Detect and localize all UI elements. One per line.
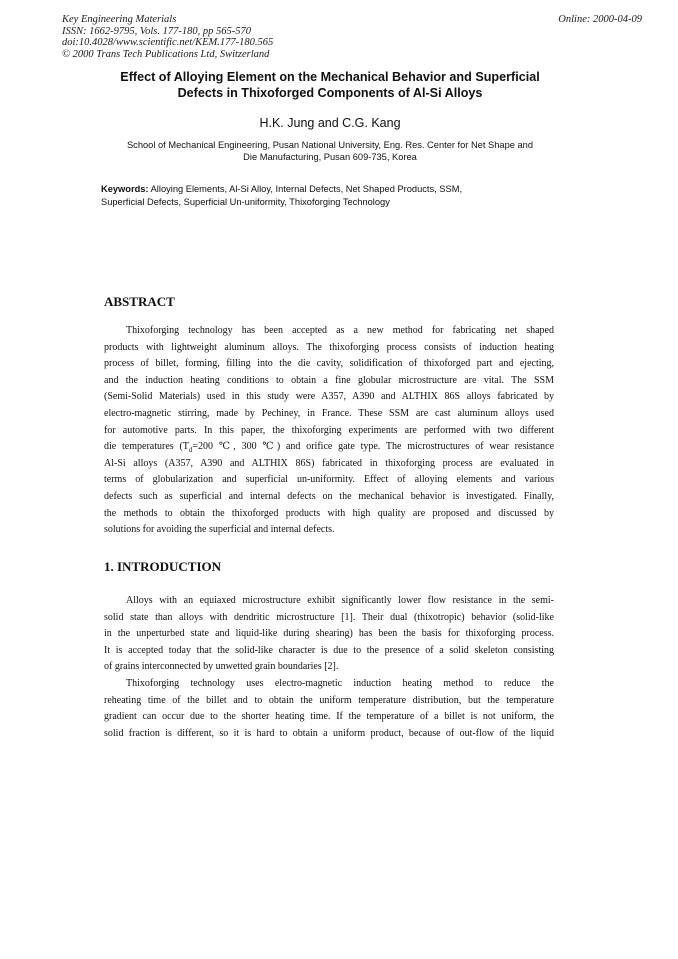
authors: H.K. Jung and C.G. Kang — [259, 116, 401, 130]
keywords-line-1: Alloying Elements, Al-Si Alloy, Internal Defects, Net Shaped Products, SSM, — [150, 184, 463, 194]
abstract-line: for automotive parts. In this paper, the thixoforging experiments are performed with two different — [104, 424, 554, 436]
abstract-line: Thixoforging technology has been accepted as a new method for fabricating net shaped — [126, 325, 554, 336]
abstract-line: terms of globularization and superficial un-uniformity. Effect of alloying elements and various — [104, 474, 554, 486]
intro-line: gradient can occur due to the shorter heating time. If the temperature of a billet is not uniform, the — [104, 711, 554, 723]
temp-text-after: =200 ℃, 300 ℃) and orifice gate type. The microstructures of wear resistance — [192, 441, 554, 453]
keywords-line-2: Superficial Defects, Superficial Un-uniformity, Thixoforging Technology — [101, 196, 390, 207]
keywords — [101, 183, 571, 208]
abstract-line: products with lightweight aluminum alloys. The thixoforging process consists of induction heating — [104, 341, 554, 353]
intro-line: solid fraction is different, so it is hard to obtain a uniform product, because of out-flow of the liquid — [104, 727, 554, 739]
paper-title — [70, 69, 590, 101]
intro-line: in the unperturbed state and liquid-like during shearing) has been the basis for thixoforging process. — [104, 628, 554, 640]
abstract-line: electro-magnetic stirring, made by Pechiney, in France. These SSM are cast aluminum alloys used — [104, 407, 554, 419]
abstract-line: (Semi-Solid Materials) used in this study were A357, A390 and ALTHIX 86S alloys fabricated by — [104, 391, 554, 403]
abstract-line-temperature — [104, 439, 554, 456]
abstract-line: Al-Si alloys (A357, A390 and ALTHIX 86S) fabricated in thixoforging process are evaluated in — [104, 457, 554, 469]
temp-text-before: die temperatures (T — [104, 441, 189, 453]
keywords-label: Keywords: — [101, 184, 149, 194]
abstract-line: process of billet, forming, filling into the die cavity, solidification of thixoforged part and ejecting, — [104, 358, 554, 370]
title-line-1: Effect of Alloying Element on the Mechanical Behavior and Superficial — [120, 70, 540, 84]
journal-name: Key Engineering Materials — [62, 14, 177, 25]
affiliation-line-1: School of Mechanical Engineering, Pusan National University, Eng. Res. Center for Net Shape and — [126, 140, 534, 150]
doi-line: doi:10.4028/www.scientific.net/KEM.177-180.565 — [62, 37, 274, 49]
title-line-2: Defects in Thixoforged Components of Al-Si Alloys — [177, 86, 483, 100]
introduction-body — [104, 593, 554, 742]
abstract-line: defects such as superficial and internal defects on the mechanical behavior is investigated. Finally, — [104, 490, 554, 502]
temp-subscript: d — [188, 446, 193, 455]
issn-line: ISSN: 1662-9795, Vols. 177-180, pp 565-570 — [62, 25, 251, 37]
intro-line: solid state than alloys with dendritic microstructure [1]. Their dual (thixotropic) behavior (solid-like — [104, 611, 554, 623]
intro-line: reheating time of the billet and to obtain the uniform temperature distribution, but the temperature — [104, 694, 554, 706]
online-date: Online: 2000-04-09 — [558, 14, 642, 25]
abstract-body — [104, 323, 554, 539]
abstract-line: solutions for avoiding the superficial and internal defects. — [104, 524, 335, 536]
abstract-heading: ABSTRACT — [104, 294, 175, 309]
journal-header — [62, 14, 273, 60]
copyright-line: © 2000 Trans Tech Publications Ltd, Switzerland — [62, 48, 270, 60]
affiliation — [60, 139, 600, 163]
intro-line: It is accepted today that the solid-like character is due to the presence of a solid skeleton consisting — [104, 644, 554, 656]
abstract-line: and the induction heating conditions to obtain a fine globular microstructure are vital. The SSM — [104, 374, 554, 386]
intro-line: Alloys with an equiaxed microstructure exhibit significantly lower flow resistance in the semi- — [126, 595, 554, 606]
affiliation-line-2: Die Manufacturing, Pusan 609-735, Korea — [243, 152, 417, 162]
abstract-line: the methods to obtain the thixoforged products with high quality are proposed and discussed by — [104, 507, 554, 519]
intro-line: Thixoforging technology uses electro-magnetic induction heating method to reduce the — [126, 677, 554, 689]
intro-line: of grains interconnected by unwetted grain boundaries [2]. — [104, 661, 339, 673]
introduction-heading: 1. INTRODUCTION — [104, 559, 222, 574]
